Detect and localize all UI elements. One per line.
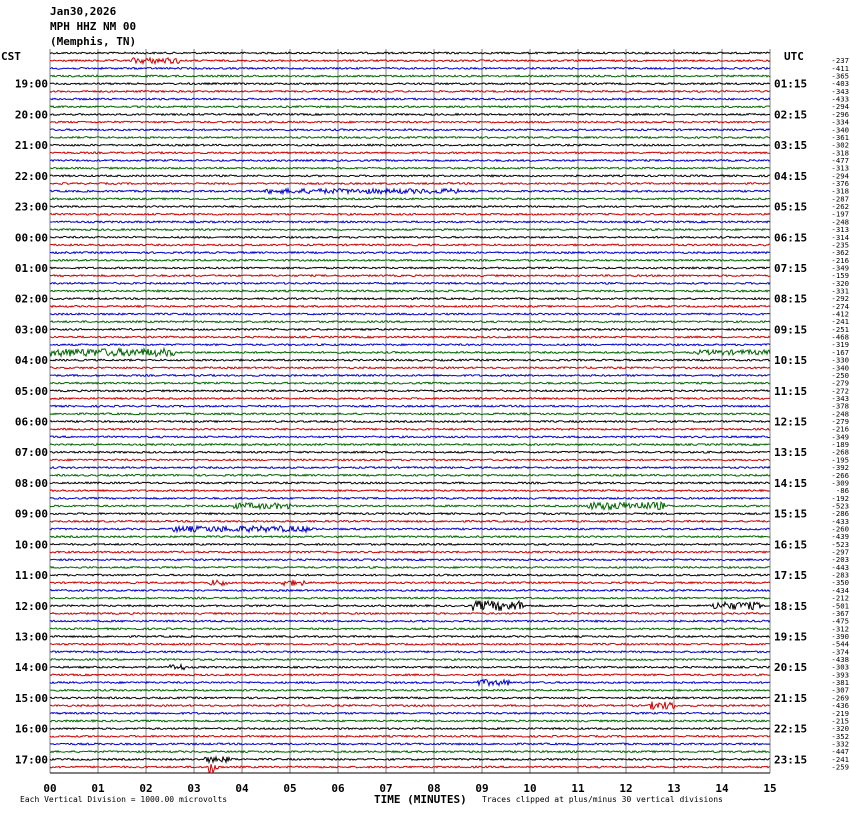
trace-value-label: -523 xyxy=(831,539,849,549)
right-hour-label: 10:15 xyxy=(774,354,808,368)
trace-value-label: -274 xyxy=(831,301,849,311)
x-tick-label: 03 xyxy=(187,782,201,795)
trace-value-label: -319 xyxy=(831,340,849,350)
trace-value-label: -477 xyxy=(831,155,849,165)
seismic-trace xyxy=(50,566,770,568)
trace-value-label: -250 xyxy=(831,370,849,380)
trace-value-label: -349 xyxy=(831,432,849,442)
seismic-trace xyxy=(50,189,770,194)
right-hour-label: 20:15 xyxy=(774,661,808,675)
trace-value-label: -374 xyxy=(831,647,849,657)
seismic-trace xyxy=(50,252,770,254)
trace-value-label: -367 xyxy=(831,608,849,618)
left-hour-label: 15:00 xyxy=(14,691,48,705)
trace-value-label: -403 xyxy=(831,79,849,89)
trace-value-label: -447 xyxy=(831,747,849,757)
seismic-trace xyxy=(50,636,770,638)
seismic-trace xyxy=(50,129,770,131)
trace-value-label: -318 xyxy=(831,186,849,196)
trace-value-label: -350 xyxy=(831,578,849,588)
seismic-trace xyxy=(50,574,770,576)
seismic-trace xyxy=(50,526,770,532)
seismic-trace xyxy=(50,743,770,745)
left-hour-label: 12:00 xyxy=(14,599,48,613)
seismic-trace xyxy=(50,137,770,139)
seismic-trace xyxy=(50,313,770,315)
trace-value-label: -303 xyxy=(831,662,849,672)
left-hour-label: 10:00 xyxy=(14,538,48,552)
right-hour-label: 17:15 xyxy=(774,569,808,583)
trace-value-label: -235 xyxy=(831,240,849,250)
right-hour-label: 13:15 xyxy=(774,446,808,460)
seismic-trace xyxy=(50,764,770,772)
seismic-trace xyxy=(50,344,770,346)
trace-value-label: -297 xyxy=(831,547,849,557)
header-date: Jan30,2026 xyxy=(50,5,117,18)
x-tick-label: 00 xyxy=(43,782,57,795)
right-hour-label: 03:15 xyxy=(774,139,808,153)
trace-value-label: -343 xyxy=(831,86,849,96)
seismic-trace xyxy=(50,712,770,714)
seismic-trace xyxy=(50,490,770,492)
trace-value-label: -365 xyxy=(831,71,849,81)
seismic-trace xyxy=(50,735,770,737)
trace-value-label: -216 xyxy=(831,424,849,434)
trace-value-label: -283 xyxy=(831,570,849,580)
left-hour-label: 22:00 xyxy=(14,169,48,183)
trace-value-label: -266 xyxy=(831,470,849,480)
x-tick-label: 15 xyxy=(763,782,777,795)
x-tick-label: 12 xyxy=(619,782,633,795)
trace-value-label: -203 xyxy=(831,555,849,565)
seismic-trace xyxy=(50,720,770,722)
seismic-trace xyxy=(50,597,770,599)
seismic-trace xyxy=(50,183,770,185)
trace-value-label: -262 xyxy=(831,202,849,212)
trace-value-label: -334 xyxy=(831,117,849,127)
seismic-trace xyxy=(50,305,770,307)
left-hour-label: 14:00 xyxy=(14,661,48,675)
x-tick-label: 01 xyxy=(91,782,105,795)
trace-value-label: -544 xyxy=(831,639,849,649)
trace-value-label: -433 xyxy=(831,516,849,526)
trace-value-label: -439 xyxy=(831,532,849,542)
x-tick-label: 09 xyxy=(475,782,489,795)
trace-value-label: -352 xyxy=(831,731,849,741)
trace-value-label: -313 xyxy=(831,163,849,173)
trace-value-label: -294 xyxy=(831,171,849,181)
plot-grid xyxy=(50,49,770,773)
seismic-trace xyxy=(50,613,770,615)
seismic-trace xyxy=(50,702,770,710)
seismic-trace xyxy=(50,390,770,392)
left-hour-label: 20:00 xyxy=(14,108,48,122)
seismic-trace xyxy=(50,536,770,538)
right-hour-label: 19:15 xyxy=(774,630,808,644)
trace-value-label: -376 xyxy=(831,179,849,189)
seismic-trace xyxy=(50,114,770,116)
left-hour-label: 05:00 xyxy=(14,384,48,398)
trace-value-label: -296 xyxy=(831,109,849,119)
seismic-trace xyxy=(50,497,770,499)
seismic-trace xyxy=(50,444,770,446)
trace-value-label: -362 xyxy=(831,248,849,258)
right-hour-label: 09:15 xyxy=(774,323,808,337)
trace-value-label: -307 xyxy=(831,685,849,695)
trace-value-label: -272 xyxy=(831,386,849,396)
seismic-trace xyxy=(50,229,770,231)
seismic-trace xyxy=(50,580,770,586)
trace-value-label: -292 xyxy=(831,294,849,304)
trace-value-label: -192 xyxy=(831,493,849,503)
seismic-trace xyxy=(50,689,770,691)
left-hour-label: 23:00 xyxy=(14,200,48,214)
seismic-trace xyxy=(50,259,770,261)
seismic-trace xyxy=(50,152,770,154)
seismic-trace xyxy=(50,221,770,223)
seismic-trace xyxy=(50,52,770,54)
left-hour-label: 13:00 xyxy=(14,630,48,644)
trace-value-label: -433 xyxy=(831,94,849,104)
left-hour-label: 03:00 xyxy=(14,323,48,337)
seismic-trace xyxy=(50,520,770,522)
trace-value-label: -279 xyxy=(831,417,849,427)
x-tick-label: 05 xyxy=(283,782,297,795)
right-hour-label: 16:15 xyxy=(774,538,808,552)
seismic-trace xyxy=(50,398,770,400)
seismic-trace xyxy=(50,590,770,592)
trace-value-label: -212 xyxy=(831,593,849,603)
left-timezone-label: CST xyxy=(1,50,21,63)
trace-layer xyxy=(50,52,770,772)
seismic-trace xyxy=(50,428,770,430)
right-hour-label: 21:15 xyxy=(774,691,808,705)
left-hour-label: 17:00 xyxy=(14,753,48,767)
x-tick-label: 14 xyxy=(715,782,729,795)
seismic-trace xyxy=(50,321,770,323)
trace-value-label: -392 xyxy=(831,463,849,473)
seismic-trace xyxy=(50,513,770,515)
header-location: (Memphis, TN) xyxy=(50,35,137,48)
trace-value-label: -378 xyxy=(831,401,849,411)
seismic-trace xyxy=(50,167,770,169)
trace-value-label: -381 xyxy=(831,678,849,688)
seismic-trace xyxy=(50,144,770,146)
seismic-trace xyxy=(50,67,770,69)
seismic-trace xyxy=(50,502,770,510)
seismic-trace xyxy=(50,106,770,108)
trace-value-label: -412 xyxy=(831,309,849,319)
trace-value-label: -309 xyxy=(831,478,849,488)
trace-value-label: -216 xyxy=(831,255,849,265)
x-tick-label: 07 xyxy=(379,782,393,795)
x-axis-title: TIME (MINUTES) xyxy=(374,793,467,806)
trace-value-label: -260 xyxy=(831,524,849,534)
trace-value-label: -320 xyxy=(831,724,849,734)
seismic-trace xyxy=(50,674,770,676)
right-hour-label: 02:15 xyxy=(774,108,808,122)
seismic-trace xyxy=(50,697,770,699)
seismic-trace xyxy=(50,206,770,208)
left-hour-label: 16:00 xyxy=(14,722,48,736)
seismic-trace xyxy=(50,213,770,215)
seismic-trace xyxy=(50,543,770,545)
right-hour-label: 05:15 xyxy=(774,200,808,214)
trace-value-label: -159 xyxy=(831,271,849,281)
trace-value-label: -475 xyxy=(831,616,849,626)
trace-value-label: -167 xyxy=(831,347,849,357)
x-tick-label: 10 xyxy=(523,782,537,795)
seismic-trace xyxy=(50,75,770,77)
left-hour-label: 21:00 xyxy=(14,139,48,153)
trace-value-label: -330 xyxy=(831,355,849,365)
seismic-trace xyxy=(50,665,770,670)
trace-value-label: -314 xyxy=(831,232,849,242)
seismic-trace xyxy=(50,375,770,377)
trace-value-label: -248 xyxy=(831,217,849,227)
trace-value-label: -287 xyxy=(831,194,849,204)
trace-value-label: -390 xyxy=(831,631,849,641)
x-tick-label: 11 xyxy=(571,782,585,795)
left-hour-label: 00:00 xyxy=(14,231,48,245)
seismic-trace xyxy=(50,728,770,730)
seismic-trace xyxy=(50,620,770,622)
seismic-trace xyxy=(50,267,770,269)
x-tick-label: 08 xyxy=(427,782,441,795)
trace-value-label: -349 xyxy=(831,263,849,273)
left-hour-label: 19:00 xyxy=(14,77,48,91)
seismic-trace xyxy=(50,328,770,330)
right-hour-label: 04:15 xyxy=(774,169,808,183)
seismic-trace xyxy=(50,643,770,645)
seismic-trace xyxy=(50,160,770,162)
trace-value-label: -269 xyxy=(831,693,849,703)
trace-value-label: -219 xyxy=(831,708,849,718)
trace-value-label: -302 xyxy=(831,140,849,150)
seismic-trace xyxy=(50,451,770,453)
seismic-trace xyxy=(50,413,770,415)
right-hour-label: 15:15 xyxy=(774,507,808,521)
trace-value-label: -248 xyxy=(831,409,849,419)
trace-value-label: -241 xyxy=(831,754,849,764)
trace-value-label: -523 xyxy=(831,501,849,511)
right-hour-label: 22:15 xyxy=(774,722,808,736)
trace-value-label: -443 xyxy=(831,562,849,572)
seismic-trace xyxy=(50,436,770,438)
left-hour-label: 01:00 xyxy=(14,261,48,275)
right-hour-label: 18:15 xyxy=(774,599,808,613)
trace-value-label: -268 xyxy=(831,447,849,457)
trace-value-label: -501 xyxy=(831,601,849,611)
trace-value-label: -361 xyxy=(831,132,849,142)
label-layer xyxy=(15,56,850,795)
seismic-trace xyxy=(50,236,770,238)
trace-value-label: -438 xyxy=(831,655,849,665)
trace-value-label: -340 xyxy=(831,363,849,373)
trace-value-label: -331 xyxy=(831,286,849,296)
trace-value-label: -259 xyxy=(831,762,849,772)
trace-value-label: -279 xyxy=(831,378,849,388)
header-station: MPH HHZ NM 00 xyxy=(50,20,137,33)
trace-value-label: -286 xyxy=(831,509,849,519)
trace-value-label: -436 xyxy=(831,701,849,711)
seismic-trace xyxy=(50,467,770,469)
trace-value-label: -340 xyxy=(831,125,849,135)
seismic-trace xyxy=(50,680,770,686)
left-hour-label: 04:00 xyxy=(14,354,48,368)
right-hour-label: 14:15 xyxy=(774,476,808,490)
seismic-trace xyxy=(50,175,770,177)
right-hour-label: 11:15 xyxy=(774,384,808,398)
seismic-trace xyxy=(50,459,770,461)
seismic-trace xyxy=(50,121,770,123)
trace-value-label: -318 xyxy=(831,148,849,158)
seismic-trace xyxy=(50,83,770,85)
x-tick-label: 02 xyxy=(139,782,153,795)
trace-value-label: -434 xyxy=(831,585,849,595)
trace-value-label: -468 xyxy=(831,332,849,342)
seismic-trace xyxy=(50,405,770,407)
seismic-trace xyxy=(50,421,770,423)
x-tick-label: 13 xyxy=(667,782,681,795)
trace-value-label: -393 xyxy=(831,670,849,680)
seismic-trace xyxy=(50,601,770,611)
trace-value-label: -237 xyxy=(831,56,849,66)
seismic-trace xyxy=(50,482,770,484)
seismic-trace xyxy=(50,551,770,553)
x-tick-label: 04 xyxy=(235,782,249,795)
trace-value-label: -251 xyxy=(831,324,849,334)
trace-value-label: -189 xyxy=(831,440,849,450)
seismic-trace xyxy=(50,659,770,661)
right-hour-label: 23:15 xyxy=(774,753,808,767)
seismic-trace xyxy=(50,348,770,356)
left-hour-label: 06:00 xyxy=(14,415,48,429)
seismic-trace xyxy=(50,58,770,64)
clip-note: Traces clipped at plus/minus 30 vertical divisions xyxy=(482,795,723,804)
trace-value-label: -294 xyxy=(831,102,849,112)
trace-value-label: -241 xyxy=(831,317,849,327)
seismic-trace xyxy=(50,751,770,753)
seismic-trace xyxy=(50,275,770,277)
trace-value-label: -411 xyxy=(831,63,849,73)
seismic-trace xyxy=(50,98,770,100)
trace-value-label: -313 xyxy=(831,225,849,235)
seismic-trace xyxy=(50,298,770,300)
right-hour-label: 07:15 xyxy=(774,261,808,275)
seismic-trace xyxy=(50,336,770,338)
seismic-trace xyxy=(50,474,770,476)
seismic-trace xyxy=(50,628,770,630)
seismic-trace xyxy=(50,382,770,384)
seismic-trace xyxy=(50,359,770,361)
right-hour-label: 08:15 xyxy=(774,292,808,306)
trace-value-label: -195 xyxy=(831,455,849,465)
seismic-trace xyxy=(50,290,770,292)
x-tick-label: 06 xyxy=(331,782,345,795)
seismic-trace xyxy=(50,559,770,561)
seismic-trace xyxy=(50,198,770,200)
right-hour-label: 06:15 xyxy=(774,231,808,245)
left-hour-label: 07:00 xyxy=(14,446,48,460)
right-hour-label: 12:15 xyxy=(774,415,808,429)
trace-value-label: -332 xyxy=(831,739,849,749)
right-hour-label: 01:15 xyxy=(774,77,808,91)
seismic-trace xyxy=(50,651,770,653)
trace-value-label: -197 xyxy=(831,209,849,219)
seismic-trace xyxy=(50,282,770,284)
left-hour-label: 11:00 xyxy=(14,569,48,583)
left-hour-label: 02:00 xyxy=(14,292,48,306)
trace-value-label: -320 xyxy=(831,278,849,288)
seismic-trace xyxy=(50,90,770,92)
right-timezone-label: UTC xyxy=(784,50,804,63)
scale-note: Each Vertical Division = 1000.00 microvolts xyxy=(20,795,228,804)
trace-value-label: -343 xyxy=(831,393,849,403)
seismic-trace xyxy=(50,756,770,762)
left-hour-label: 09:00 xyxy=(14,507,48,521)
seismic-trace xyxy=(50,244,770,246)
trace-value-label: -86 xyxy=(835,486,849,496)
seismic-trace xyxy=(50,367,770,369)
trace-value-label: -312 xyxy=(831,624,849,634)
trace-value-label: -215 xyxy=(831,716,849,726)
left-hour-label: 08:00 xyxy=(14,476,48,490)
